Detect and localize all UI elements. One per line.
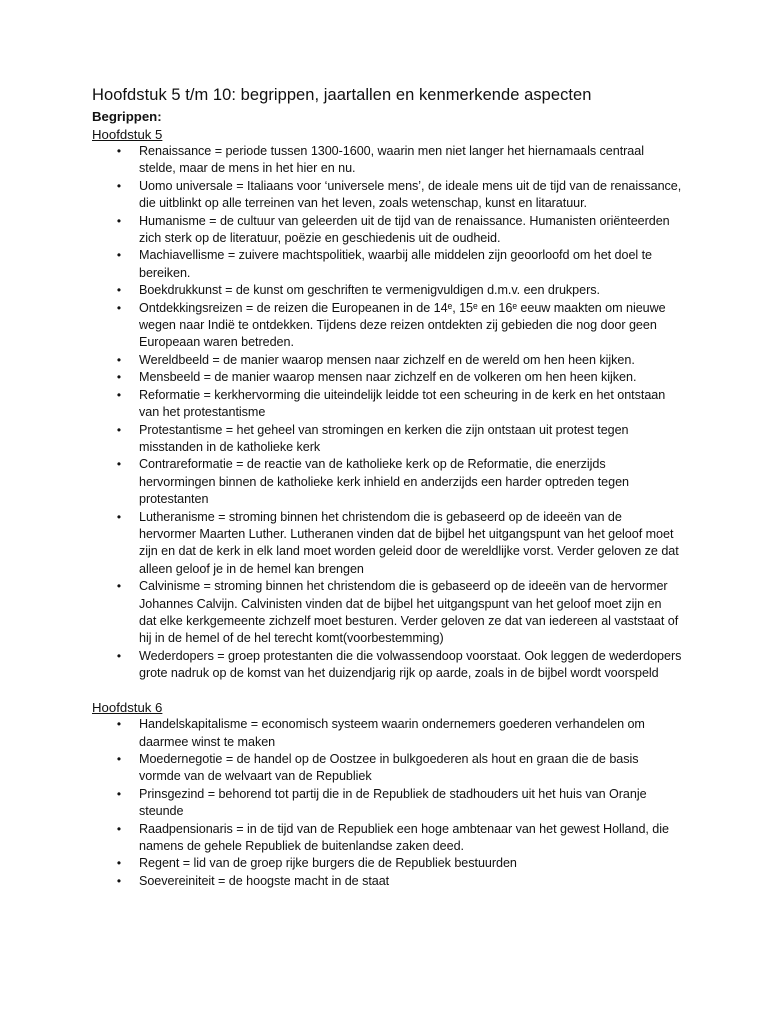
term-definition: Handelskapitalisme = economisch systeem waarin ondernemers goederen verhandelen om daarmee winst te maken — [139, 717, 645, 749]
term-definition: Ontdekkingsreizen = de reizen die Europeanen in de 14ᵉ, 15ᵉ en 16ᵉ eeuw maakten om nieuwe wegen naar Indië te ontdekken. Tijdens deze reizen ontdekten zij gebieden die nog door geen Europeaan waren betreden. — [139, 300, 666, 350]
list-item — [92, 456, 682, 508]
bullet-icon: • — [116, 300, 122, 315]
term-definition: Wederdopers = groep protestanten die die volwassendoop voorstaat. Ook leggen de wederdopers grote nadruk op de komst van het duizendjarig rijk op aarde, zoals in de bijbel wordt voorspeld — [139, 648, 682, 681]
term-definition: Renaissance = periode tussen 1300-1600, waarin men niet langer het hiernamaals centraal stelde, maar de mens in het hier en nu. — [139, 144, 644, 176]
term-definition: Reformatie = kerkhervorming die uiteindelijk leidde tot een scheuring in de kerk en het ontstaan van het protestantisme — [139, 387, 666, 420]
chapter-heading: Hoofdstuk 6 — [92, 699, 163, 715]
bullet-icon: • — [116, 178, 122, 193]
term-definition: Regent = lid van de groep rijke burgers die de Republiek bestuurden — [139, 856, 517, 871]
term-definition: Moedernegotie = de handel op de Oostzee in bulkgoederen als hout en graan die de basis vormde van de welvaart van de Republiek — [139, 751, 639, 784]
chapter-6-section — [92, 699, 682, 891]
bullet-icon: • — [116, 821, 122, 836]
bullet-icon: • — [116, 248, 122, 263]
term-definition: Soevereiniteit = de hoogste macht in de staat — [139, 873, 390, 888]
list-item — [92, 300, 682, 352]
list-item — [92, 143, 682, 178]
list-item — [92, 821, 682, 856]
bullet-icon: • — [116, 648, 122, 663]
bullet-icon: • — [116, 509, 122, 524]
bullet-icon: • — [116, 751, 122, 766]
term-definition: Wereldbeeld = de manier waarop mensen naar zichzelf en de wereld om hen heen kijken. — [139, 352, 635, 367]
bullet-icon: • — [116, 422, 122, 437]
bullet-icon: • — [116, 579, 122, 594]
list-item — [92, 422, 682, 457]
list-item — [92, 178, 682, 213]
document-content — [92, 84, 682, 890]
list-item — [92, 751, 682, 786]
term-definition: Contrareformatie = de reactie van de katholieke kerk op de Reformatie, die enerzijds hervormingen binnen de katholieke kerk inhield en anderzijds een harder optreden tegen protestanten — [139, 457, 629, 507]
list-item — [92, 578, 682, 648]
list-item — [92, 352, 682, 369]
bullet-icon: • — [116, 856, 122, 871]
list-item — [92, 855, 682, 872]
term-definition: Raadpensionaris = in de tijd van de Republiek een hoge ambtenaar van het gewest Holland, die namens de gehele Republiek de buitenlandse zaken deed. — [139, 821, 669, 853]
bullet-icon: • — [116, 457, 122, 472]
list-item — [92, 247, 682, 282]
bullet-icon: • — [116, 387, 122, 402]
list-item — [92, 387, 682, 422]
bullet-icon: • — [116, 213, 122, 228]
term-list — [92, 143, 682, 683]
term-definition: Boekdrukkunst = de kunst om geschriften te vermenigvuldigen d.m.v. een drukpers. — [139, 283, 600, 298]
term-definition: Humanisme = de cultuur van geleerden uit de tijd van de renaissance. Humanisten oriënteerden zich sterk op de literatuur, poëzie en geschiedenis uit de oudheid. — [139, 213, 670, 246]
list-item — [92, 509, 682, 579]
bullet-icon: • — [116, 717, 122, 732]
list-item — [92, 369, 682, 386]
list-item — [92, 716, 682, 751]
term-definition: Lutheranisme = stroming binnen het christendom die is gebaseerd op de ideeën van de hervormer Maarten Luther. Lutheranen vinden dat de bijbel het uitgangspunt van het geloof moet zijn en dat de kerk in elk land moet worden geleid door de wereldlijke vorst. Verder geloven ze dat alleen geloof je in de hemel kan brengen — [139, 509, 679, 576]
term-definition: Prinsgezind = behorend tot partij die in de Republiek de stadhouders uit het huis van Oranje steunde — [139, 786, 647, 819]
bullet-icon: • — [116, 283, 122, 298]
term-definition: Protestantisme = het geheel van stromingen en kerken die zijn ontstaan uit protest tegen misstanden in de katholieke kerk — [139, 422, 629, 454]
term-definition: Uomo universale = Italiaans voor ‘universele mens’, de ideale mens uit de tijd van de renaissance, die uitblinkt op alle terreinen van het leven, zoals wetenschap, kunst en litaratuur. — [139, 178, 682, 211]
list-item — [92, 786, 682, 821]
list-item — [92, 213, 682, 248]
section-label-begrippen: Begrippen: — [92, 109, 162, 124]
list-item — [92, 873, 682, 890]
bullet-icon: • — [116, 352, 122, 367]
bullet-icon: • — [116, 786, 122, 801]
bullet-icon: • — [116, 144, 122, 158]
term-list — [92, 716, 682, 890]
term-definition: Mensbeeld = de manier waarop mensen naar zichzelf en de volkeren om hen heen kijken. — [139, 370, 637, 385]
term-definition: Machiavellisme = zuivere machtspolitiek, waarbij alle middelen zijn geoorloofd om het doel te bereiken. — [139, 248, 653, 280]
document-title: Hoofdstuk 5 t/m 10: begrippen, jaartallen en kenmerkende aspecten — [92, 86, 592, 104]
list-item — [92, 282, 682, 299]
chapter-heading: Hoofdstuk 5 — [92, 126, 163, 142]
bullet-icon: • — [116, 370, 122, 385]
list-item — [92, 648, 682, 683]
term-definition: Calvinisme = stroming binnen het christendom die is gebaseerd op de ideeën van de hervormer Johannes Calvijn. Calvinisten vinden dat de bijbel het uitgangspunt van het geloof moet zijn en dat elke kerkgemeente zichzelf moet besturen. Verder geloven ze dat van iedereen al vaststaat of hij in de hemel of de hel terecht komt(voorbestemming) — [139, 579, 679, 646]
chapter-5-section — [92, 126, 682, 683]
bullet-icon: • — [116, 873, 122, 888]
